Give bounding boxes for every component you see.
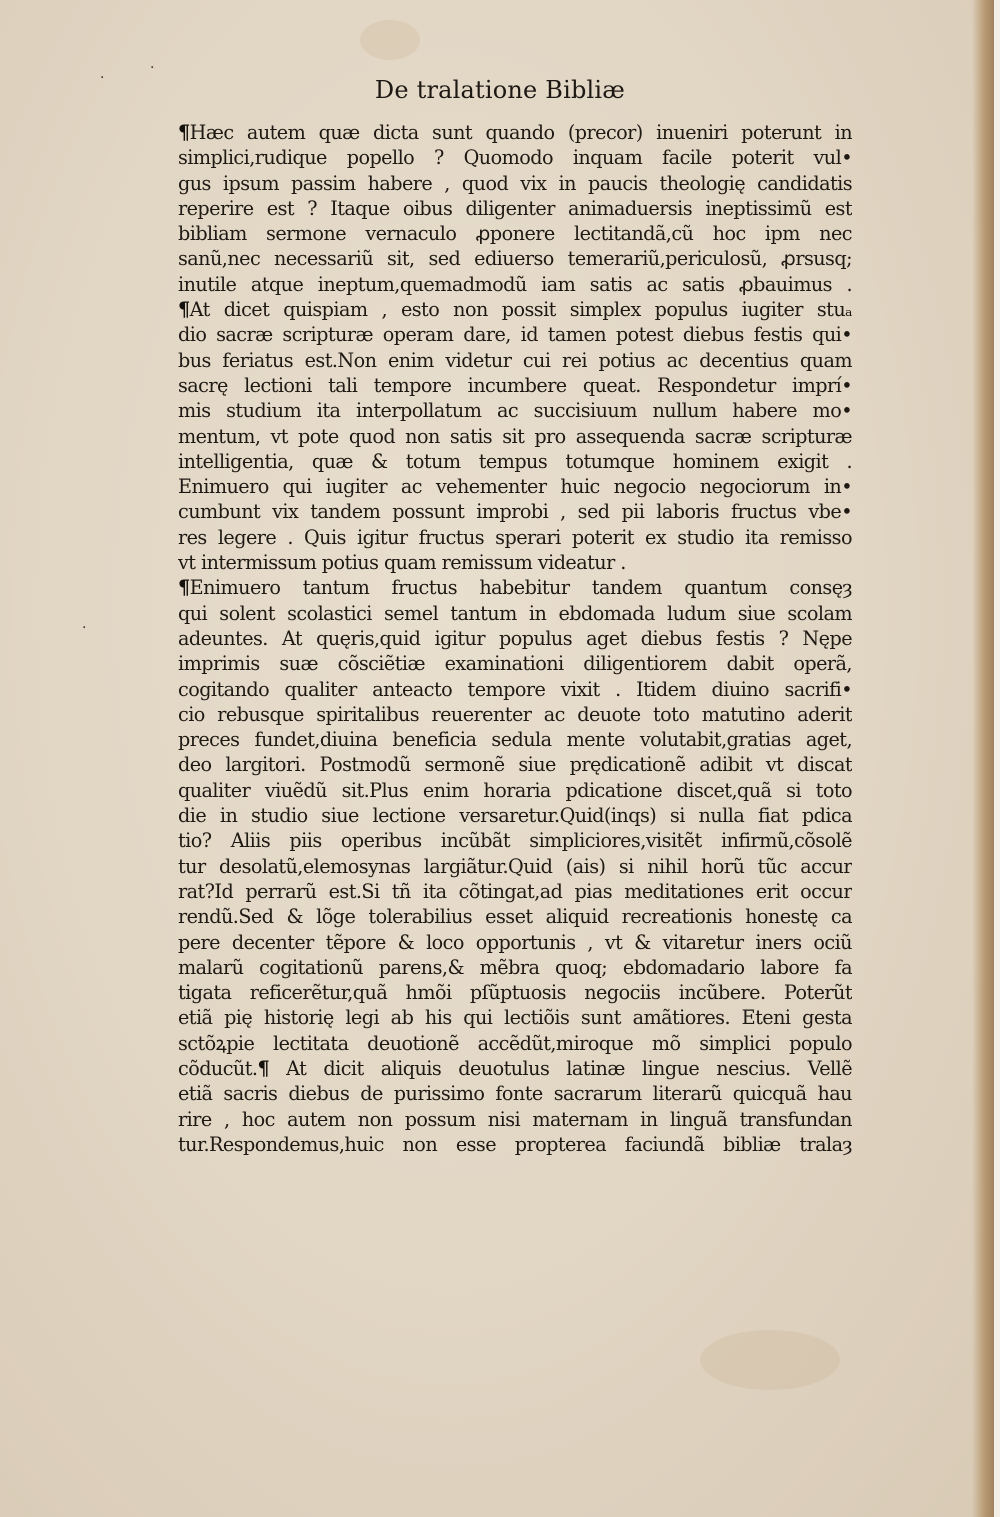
paper-stain <box>700 1330 840 1390</box>
line-continuation-mark: • <box>841 146 852 170</box>
text-line <box>178 145 852 170</box>
text-line <box>178 1081 852 1106</box>
line-text: imprimis suæ cõsciẽtiæ examinationi diligentiorem dabit operã, <box>178 652 852 676</box>
text-line <box>178 550 852 575</box>
line-continuation-mark: • <box>841 677 852 701</box>
line-text: cogitando qualiter anteacto tempore vixit . Itidem diuino sacrifi <box>178 677 842 701</box>
line-text: malarũ cogitationũ parens,& mẽbra quoq; ebdomadario labore fa <box>178 955 852 979</box>
text-line <box>178 980 852 1005</box>
text-line <box>178 221 852 246</box>
line-text: etiã sacris diebus de purissimo fonte sacrarum literarũ quicquã hau <box>178 1082 852 1106</box>
line-continuation-mark: ȝ <box>842 576 852 600</box>
text-line <box>178 904 852 929</box>
line-text: cio rebusque spiritalibus reuerenter ac deuote toto matutino aderit <box>178 702 852 726</box>
line-text: sacrę lectioni tali tempore incumbere queat. Respondetur imprí <box>178 373 842 397</box>
line-text: die in studio siue lectione versaretur.Quid(inqs) si nulla fiat pdica <box>178 804 852 828</box>
line-text: Enimuero tantum fructus habebitur tandem quantum consę <box>189 576 843 600</box>
line-text: cõducũt. <box>178 1056 258 1080</box>
line-text: rire , hoc autem non possum nisi maternam in linguã transfundan <box>178 1107 852 1131</box>
text-line <box>178 499 852 524</box>
text-line <box>178 651 852 676</box>
line-continuation-mark: • <box>841 399 852 423</box>
text-line <box>178 1031 852 1056</box>
text-line <box>178 930 852 955</box>
text-line <box>178 525 852 550</box>
line-text: qualiter viuẽdũ sit.Plus enim horaria pdicatione discet,quã si toto <box>178 778 852 802</box>
line-text: bibliam sermone vernaculo ꝓponere lectitandã,cũ hoc ipm nec <box>178 222 852 246</box>
text-line <box>178 424 852 449</box>
text-line <box>178 196 852 221</box>
line-text: reperire est ? Itaque oibus diligenter animaduersis ineptissimũ est <box>178 196 852 220</box>
line-text: Enimuero qui iugiter ac vehementer huic negocio negociorum in <box>178 475 842 499</box>
line-text: vt intermissum potius quam remissum videatur . <box>178 551 626 575</box>
line-text: tur.Respondemus,huic non esse propterea faciundã bibliæ trala <box>178 1132 843 1156</box>
text-line <box>178 373 852 398</box>
line-text: tio? Aliis piis operibus incũbãt simpliciores,visitẽt infirmũ,cõsolẽ <box>178 829 852 853</box>
line-text: simplici,rudique popello ? Quomodo inquam facile poterit vul <box>178 146 842 170</box>
line-text: qui solent scolastici semel tantum in ebdomada ludum siue scolam <box>178 601 852 625</box>
line-text: inutile atque ineptum,quemadmodũ iam satis ac satis ꝓbauimus . <box>178 272 852 296</box>
text-line <box>178 272 852 297</box>
running-head: De tralatione Bibliæ <box>374 76 626 104</box>
text-line <box>178 171 852 196</box>
text-line <box>178 828 852 853</box>
body-text <box>178 120 852 1157</box>
text-line <box>178 752 852 777</box>
text-line <box>178 879 852 904</box>
line-text: At dicet quispiam , esto non possit simplex populus iugiter stu <box>189 298 846 322</box>
line-continuation-mark: ȝ <box>842 1132 852 1156</box>
text-line <box>178 854 852 879</box>
line-text: tur desolatũ,elemosynas largiãtur.Quid (ais) si nihil horũ tũc accur <box>178 854 852 878</box>
text-line <box>178 677 852 702</box>
line-text: adeuntes. At quęris,quid igitur populus aget diebus festis ? Nępe <box>178 626 852 650</box>
line-text: deo largitori. Postmodũ sermonẽ siue prędicationẽ adibit vt discat <box>178 753 852 777</box>
line-text: pere decenter tẽpore & loco opportunis , vt & vitaretur iners ociũ <box>178 930 852 954</box>
paragraph-mark: ¶ <box>178 121 190 144</box>
line-continuation-mark: • <box>841 323 852 347</box>
paper-stain <box>360 20 420 60</box>
line-text: bus feriatus est.Non enim videtur cui rei potius ac decentius quam <box>178 348 852 372</box>
paragraph-mark: ¶ <box>178 298 190 322</box>
text-line <box>178 1005 852 1030</box>
line-text: tigata reficerẽtur,quã hmõi pſũptuosis negociis incũbere. Poterũt <box>178 981 852 1005</box>
text-line <box>178 246 852 271</box>
line-continuation-mark: ₐ <box>845 298 852 322</box>
line-text: At dicit aliquis deuotulus latinæ lingue nescius. Vellẽ <box>269 1056 852 1080</box>
line-text: rat?Id perrarũ est.Si tñ ita cõtingat,ad pias meditationes erit occur <box>178 879 852 903</box>
text-line <box>178 575 852 600</box>
text-line <box>178 626 852 651</box>
text-line <box>178 778 852 803</box>
text-line <box>178 955 852 980</box>
line-text: intelligentia, quæ & totum tempus totumque hominem exigit . <box>178 449 852 473</box>
line-text: mis studium ita interpollatum ac succisiuum nullum habere mo <box>178 399 842 423</box>
ink-speck: · <box>100 70 105 86</box>
paragraph-mark: ¶ <box>257 1056 270 1080</box>
text-line <box>178 601 852 626</box>
page-edge <box>994 0 1000 1517</box>
text-line <box>178 398 852 423</box>
text-line <box>178 348 852 373</box>
line-text: rendũ.Sed & lõge tolerabilius esset aliquid recreationis honestę ca <box>178 905 852 929</box>
text-line <box>178 449 852 474</box>
ink-speck: · <box>82 620 87 636</box>
line-text: gus ipsum passim habere , quod vix in paucis theologię candidatis <box>178 171 852 195</box>
line-continuation-mark: • <box>841 475 852 499</box>
text-line <box>178 702 852 727</box>
line-text: mentum, vt pote quod non satis sit pro assequenda sacræ scripturæ <box>178 424 852 448</box>
text-line <box>178 803 852 828</box>
line-text: preces fundet,diuina beneficia sedula mente volutabit,gratias aget, <box>178 728 852 752</box>
line-text: cumbunt vix tandem possunt improbi , sed pii laboris fructus vbe <box>178 500 842 524</box>
text-line <box>178 120 852 145</box>
line-continuation-mark: • <box>841 500 852 524</box>
line-text: etiã pię historię legi ab his qui lectiõis sunt amãtiores. Eteni gesta <box>178 1006 852 1030</box>
text-line <box>178 1107 852 1132</box>
text-line <box>178 322 852 347</box>
line-text: Hæc autem quæ dicta sunt quando (precor) inueniri poterunt in <box>189 121 852 144</box>
text-line <box>178 1132 852 1157</box>
line-text: res legere . Quis igitur fructus sperari poterit ex studio ita remisso <box>178 525 852 549</box>
text-line <box>178 474 852 499</box>
line-continuation-mark: • <box>841 373 852 397</box>
line-text: sctõꝝpie lectitata deuotionẽ accẽdũt,miroque mõ simplici populo <box>178 1031 852 1055</box>
line-text: sanũ,nec necessariũ sit, sed ediuerso temerariũ,periculosũ, ꝓrsusq; <box>178 247 852 271</box>
paragraph-mark: ¶ <box>178 576 190 600</box>
text-line <box>178 1056 852 1081</box>
text-line <box>178 297 852 322</box>
ink-speck: · <box>150 60 155 76</box>
line-text: dio sacræ scripturæ operam dare, id tamen potest diebus festis qui <box>178 323 842 347</box>
text-line <box>178 727 852 752</box>
